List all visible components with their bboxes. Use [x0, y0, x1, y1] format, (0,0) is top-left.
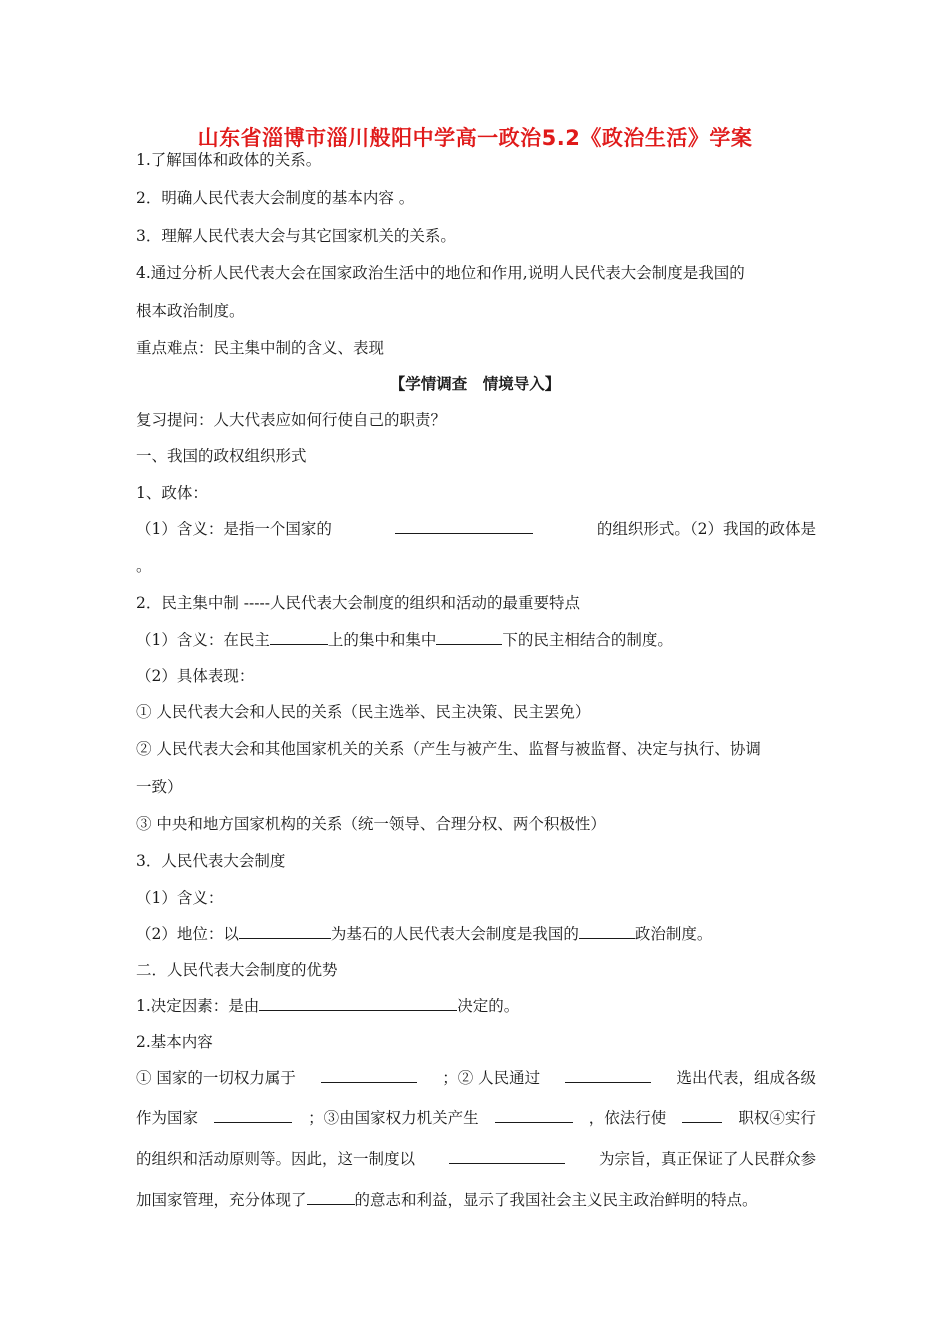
dc-item-2-cont: 一致） [136, 778, 183, 796]
bc-l2-b: ；③由国家权力机关产生 [308, 1109, 479, 1127]
fill-blank[interactable] [579, 924, 635, 939]
basic-content-line-1 [136, 1068, 816, 1088]
bc-l3-b: 为宗旨，真正保证了人民群众参 [598, 1150, 816, 1168]
fill-blank[interactable] [395, 519, 533, 534]
section-heading: 【学情调查 情境导入】 [389, 374, 561, 393]
fill-blank[interactable] [436, 630, 502, 645]
fill-blank[interactable] [565, 1068, 651, 1083]
fill-blank[interactable] [259, 996, 457, 1011]
goal-2: 2．明确人民代表大会制度的基本内容 。 [136, 189, 415, 207]
dc-meaning-b: 上的集中和集中 [327, 631, 437, 649]
dc-item-1: ① 人民代表大会和人民的关系（民主选举、民主决策、民主罢免） [136, 703, 591, 721]
bc-l2-d: 职权④实行 [738, 1109, 816, 1127]
bc-l4-a: 加国家管理，充分体现了 [136, 1191, 307, 1209]
fill-blank[interactable] [270, 630, 328, 645]
polity-meaning-a: （1）含义：是指一个国家的 [136, 520, 332, 538]
goal-4-cont: 根本政治制度。 [136, 302, 245, 320]
basic-content-line-4 [136, 1190, 758, 1210]
page-title: 山东省淄博市淄川般阳中学高一政治5.2《政治生活》学案 [197, 126, 753, 150]
polity-meaning-end: 。 [136, 557, 152, 575]
basic-content-line-2 [136, 1108, 816, 1128]
deciding-factor-b: 决定的。 [457, 997, 520, 1015]
npc-status-b: 为基石的人民代表大会制度是我国的 [330, 925, 579, 943]
fill-blank[interactable] [307, 1190, 355, 1205]
dc-meaning-c: 下的民主相结合的制度。 [502, 631, 673, 649]
fill-blank[interactable] [321, 1068, 417, 1083]
npc-status [136, 924, 712, 944]
goal-3: 3．理解人民代表大会与其它国家机关的关系。 [136, 227, 456, 245]
basic-content: 2.基本内容 [136, 1033, 213, 1051]
fill-blank[interactable] [495, 1108, 573, 1123]
review-question: 复习提问：人大代表应如何行使自己的职责？ [136, 411, 447, 429]
deciding-factor-a: 1.决定因素：是由 [136, 997, 260, 1015]
part2-heading: 二．人民代表大会制度的优势 [136, 961, 338, 979]
fill-blank[interactable] [239, 924, 331, 939]
npc-status-c: 政治制度。 [634, 925, 713, 943]
fill-blank[interactable] [682, 1108, 722, 1123]
bc-l2-a: 作为国家 [136, 1109, 199, 1127]
bc-l1-b: ；② 人民通过 [442, 1069, 541, 1087]
goal-4: 4.通过分析人民代表大会在国家政治生活中的地位和作用,说明人民代表大会制度是我国的 [136, 264, 745, 282]
bc-l4-b: 的意志和利益，显示了我国社会主义民主政治鲜明的特点。 [354, 1191, 758, 1209]
polity-meaning [136, 519, 816, 539]
bc-l3-a: 的组织和活动原则等。因此，这一制度以 [136, 1150, 416, 1168]
basic-content-line-3 [136, 1149, 816, 1169]
dc-item-3: ③ 中央和地方国家机构的关系（统一领导、合理分权、两个积极性） [136, 815, 606, 833]
dc-meaning [136, 630, 673, 650]
democratic-centralism: 2．民主集中制 -----人民代表大会制度的组织和活动的最重要特点 [136, 594, 580, 612]
npc-status-a: （2）地位：以 [136, 925, 239, 943]
npc-meaning: （1）含义： [136, 889, 224, 907]
bc-l1-a: ① 国家的一切权力属于 [136, 1069, 296, 1087]
fill-blank[interactable] [449, 1149, 565, 1164]
bc-l2-c: ，依法行使 [588, 1109, 667, 1127]
deciding-factor [136, 996, 519, 1016]
key-points: 重点难点：民主集中制的含义、表现 [136, 339, 385, 357]
dc-item-2: ② 人民代表大会和其他国家机关的关系（产生与被产生、监督与被监督、决定与执行、协调 [136, 740, 761, 758]
dc-meaning-a: （1）含义：在民主 [136, 631, 270, 649]
polity-heading: 1、政体： [136, 484, 208, 502]
part1-heading: 一、我国的政权组织形式 [136, 447, 307, 465]
polity-meaning-b: 的组织形式。（2）我国的政体是 [596, 520, 816, 538]
dc-manifestation: （2）具体表现： [136, 667, 255, 685]
npc-system-heading: 3．人民代表大会制度 [136, 852, 286, 870]
bc-l1-c: 选出代表，组成各级 [676, 1069, 816, 1087]
fill-blank[interactable] [214, 1108, 292, 1123]
goal-1: 1.了解国体和政体的关系。 [136, 151, 322, 169]
